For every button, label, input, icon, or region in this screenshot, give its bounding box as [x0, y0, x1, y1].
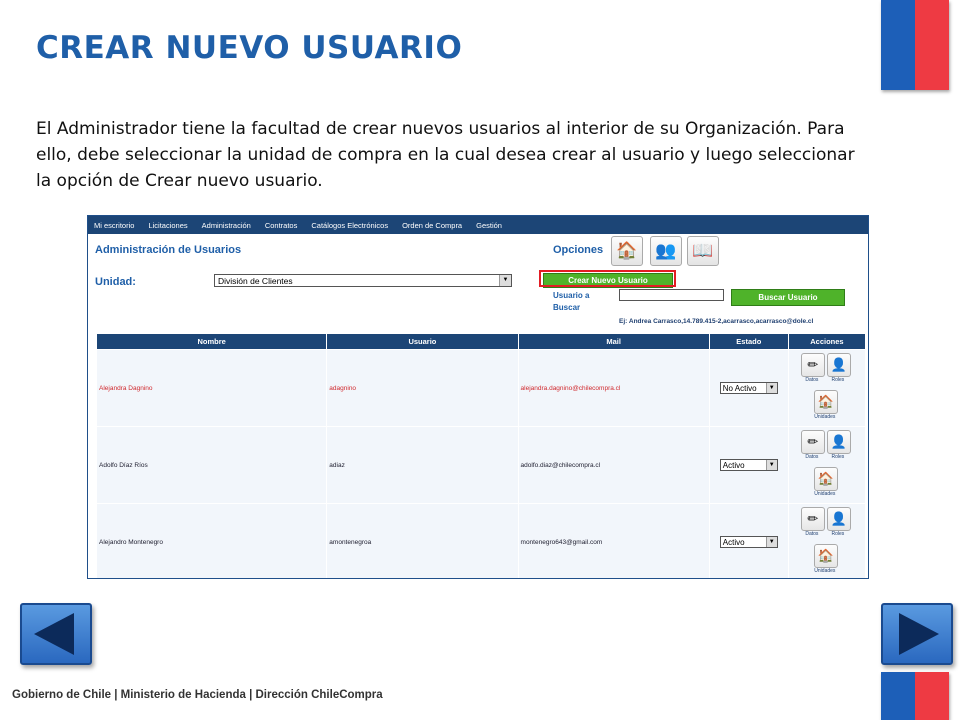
estado-select-value: Activo [722, 538, 745, 547]
unidades-icon[interactable]: 🏠 [814, 390, 838, 414]
buscar-usuario-button[interactable]: Buscar Usuario [731, 289, 845, 306]
footer-text: Gobierno de Chile | Ministerio de Hacienda | Dirección ChileCompra [12, 689, 383, 701]
right-arrow-icon [883, 605, 951, 663]
datos-label: Datos [805, 377, 819, 383]
top-menu-bar [88, 216, 868, 234]
edit-data-icon[interactable]: ✏ [801, 353, 825, 377]
search-input[interactable] [619, 289, 724, 301]
menu-item-administracion[interactable]: Administración [201, 220, 251, 230]
actions-group [791, 505, 861, 579]
roles-label: Roles [831, 531, 845, 537]
roles-label: Roles [831, 377, 845, 383]
estado-select[interactable] [720, 382, 778, 394]
cell-estado [710, 350, 788, 426]
column-header-mail: Mail [519, 334, 709, 349]
column-header-nombre: Nombre [97, 334, 326, 349]
table-header-row [97, 334, 865, 349]
estado-select-value: No Activo [722, 384, 757, 393]
table-row [97, 427, 865, 503]
cell-usuario: adiaz [327, 427, 517, 503]
table-row [97, 350, 865, 426]
home-icon[interactable]: 🏠 [611, 236, 643, 266]
menu-item-mi-escritorio[interactable]: Mi escritorio [94, 220, 135, 230]
edit-data-icon[interactable]: ✏ [801, 430, 825, 454]
menu-item-orden-compra[interactable]: Orden de Compra [402, 220, 463, 230]
users-table [96, 333, 866, 579]
column-header-estado: Estado [710, 334, 788, 349]
estado-select[interactable] [720, 459, 778, 471]
column-header-usuario: Usuario [327, 334, 517, 349]
unidad-select[interactable] [214, 274, 512, 287]
unidades-label: Unidades [814, 491, 836, 497]
cell-estado [710, 427, 788, 503]
cell-acciones [789, 350, 865, 426]
estado-select[interactable] [720, 536, 778, 548]
actions-group [791, 428, 861, 502]
chevron-down-icon: ▼ [766, 537, 777, 547]
unidades-icon[interactable]: 🏠 [814, 467, 838, 491]
chevron-down-icon: ▼ [766, 460, 777, 470]
cell-acciones [789, 427, 865, 503]
cell-usuario: adagnino [327, 350, 517, 426]
opciones-label: Opciones [553, 244, 604, 256]
cell-mail: alejandra.dagnino@chilecompra.cl [519, 350, 709, 426]
roles-icon[interactable]: 👤 [827, 430, 851, 454]
chevron-down-icon: ▼ [499, 275, 511, 286]
menu-item-catalogos[interactable]: Catálogos Electrónicos [311, 220, 389, 230]
edit-data-icon[interactable]: ✏ [801, 507, 825, 531]
cell-nombre: Adolfo Díaz Ríos [97, 427, 326, 503]
unidad-label: Unidad: [95, 276, 136, 288]
cell-mail: adolfo.diaz@chilecompra.cl [519, 427, 709, 503]
chile-flag-top [881, 0, 949, 90]
cell-acciones [789, 504, 865, 579]
menu-item-contratos[interactable]: Contratos [264, 220, 298, 230]
slide-body-text: El Administrador tiene la facultad de crear nuevos usuarios al interior de su Organización. Para ello, debe seleccionar la unidad de compra en la cual desea crear al usuario y luego seleccionar la opción de Crear nuevo usuario. [36, 119, 855, 191]
cell-mail: montenegro643@gmail.com [519, 504, 709, 579]
actions-group [791, 351, 861, 425]
cell-nombre: Alejandro Montenegro [97, 504, 326, 579]
slide-title: CREAR NUEVO USUARIO [36, 30, 463, 66]
unidades-label: Unidades [814, 568, 836, 574]
left-arrow-icon [22, 605, 90, 663]
unidad-select-value: División de Clientes [218, 276, 293, 286]
crear-nuevo-usuario-button[interactable]: Crear Nuevo Usuario [543, 273, 673, 288]
usuario-buscar-label: Usuario a Buscar [553, 291, 590, 312]
highlight-box [539, 270, 676, 287]
next-slide-button[interactable] [881, 603, 953, 665]
chile-flag-bottom [881, 672, 949, 720]
roles-icon[interactable]: 👤 [827, 507, 851, 531]
book-icon[interactable]: 📖 [687, 236, 719, 266]
menu-item-gestion[interactable]: Gestión [476, 220, 502, 230]
app-screenshot [87, 215, 869, 579]
datos-label: Datos [805, 531, 819, 537]
previous-slide-button[interactable] [20, 603, 92, 665]
datos-label: Datos [805, 454, 819, 460]
menu-item-licitaciones[interactable]: Licitaciones [148, 220, 188, 230]
unidades-icon[interactable]: 🏠 [814, 544, 838, 568]
table-row [97, 504, 865, 579]
roles-icon[interactable]: 👤 [827, 353, 851, 377]
page-title: Administración de Usuarios [95, 244, 242, 256]
users-icon[interactable]: 👥 [650, 236, 682, 266]
cell-nombre: Alejandra Dagnino [97, 350, 326, 426]
estado-select-value: Activo [722, 461, 745, 470]
cell-usuario: amontenegroa [327, 504, 517, 579]
roles-label: Roles [831, 454, 845, 460]
unidades-label: Unidades [814, 414, 836, 420]
chevron-down-icon: ▼ [766, 383, 777, 393]
search-example-text: Ej: Andrea Carrasco,14.789.415-2,acarrasco,acarrasco@dole.cl [619, 318, 814, 325]
cell-estado [710, 504, 788, 579]
column-header-acciones: Acciones [789, 334, 865, 349]
